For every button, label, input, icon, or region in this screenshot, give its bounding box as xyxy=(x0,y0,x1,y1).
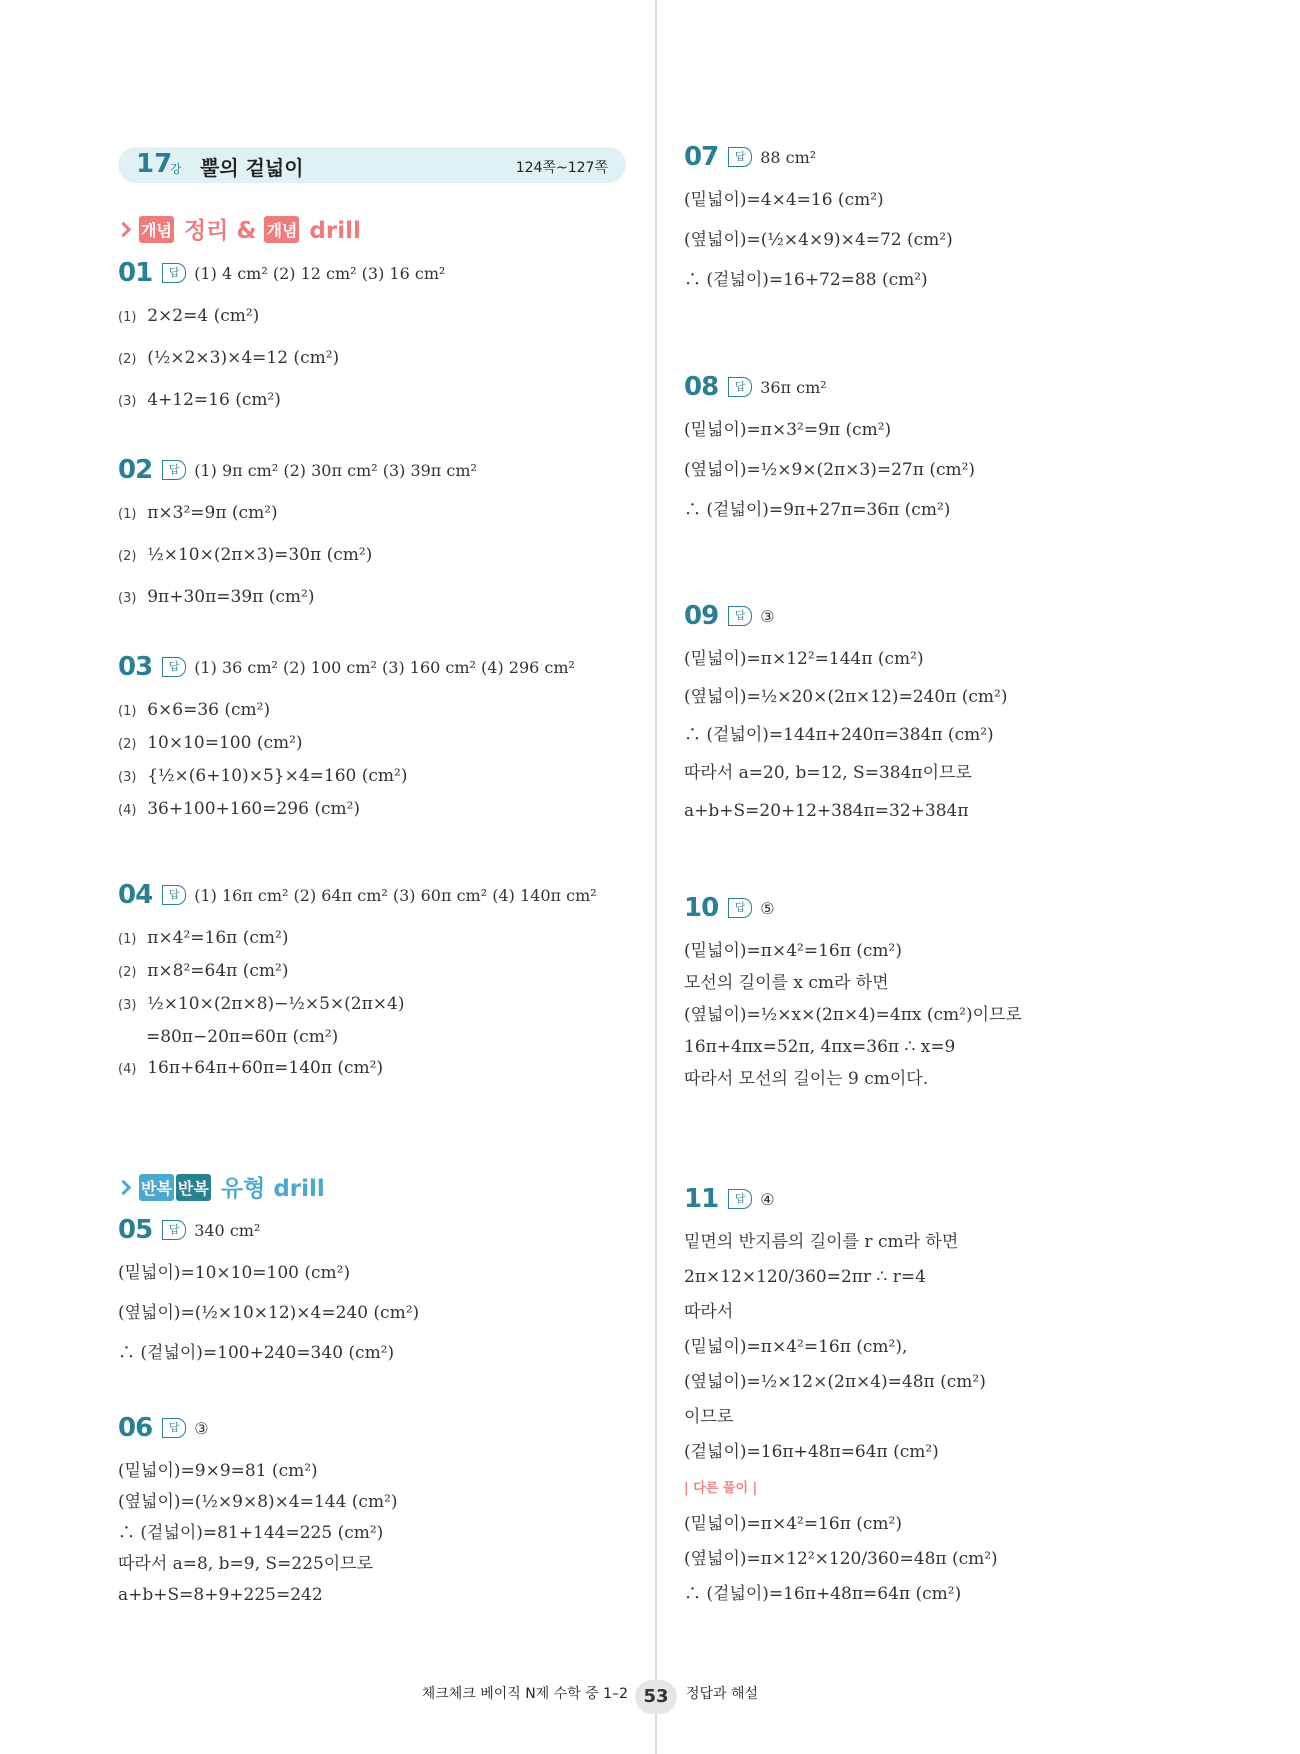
solution-line xyxy=(118,1058,628,1080)
equation-text: 2×2=4 (cm²) xyxy=(147,306,260,326)
problem-number: 02 xyxy=(118,455,153,485)
equation-text: (밑넓이)=π×3²=9π (cm²) xyxy=(684,420,892,440)
solution-line xyxy=(118,1461,628,1481)
answer-text: (1) 9π cm² (2) 30π cm² (3) 39π cm² xyxy=(194,460,477,480)
solution-line xyxy=(118,1343,628,1363)
alternate-solution-label: | 다른 풀이 | xyxy=(684,1481,758,1496)
problem-number: 07 xyxy=(684,142,719,172)
problem-number: 08 xyxy=(684,372,719,402)
repeat-chip: 반복 xyxy=(176,1174,211,1201)
solution-line xyxy=(684,1037,1244,1057)
sub-problem-label: (2) xyxy=(118,965,137,980)
solution-line xyxy=(684,500,1244,520)
solution-line xyxy=(684,1477,1244,1499)
equation-text: ∴ (겉넓이)=16π+48π=64π (cm²) xyxy=(684,1584,962,1604)
equation-text: 모선의 길이를 x cm라 하면 xyxy=(684,973,889,993)
footer-book-title: 체크체크 베이직 N제 수학 중 1–2 xyxy=(421,1686,628,1702)
solution-line xyxy=(684,420,1244,440)
problem-number: 09 xyxy=(684,601,719,631)
solution-line xyxy=(684,1232,1244,1252)
solution-line xyxy=(118,733,628,755)
solution-line xyxy=(684,1337,1244,1357)
answer-text: 340 cm² xyxy=(194,1220,261,1240)
answer-text: 88 cm² xyxy=(760,147,817,167)
sub-problem-label: (3) xyxy=(118,591,137,606)
solution-line xyxy=(684,1514,1244,1534)
sub-problem-label: (2) xyxy=(118,549,137,564)
equation-text: (옆넓이)=(½×10×12)×4=240 (cm²) xyxy=(118,1303,420,1323)
chevron-right-icon xyxy=(116,222,132,238)
chapter-header xyxy=(118,147,626,183)
solution-line xyxy=(118,390,628,412)
equation-text: 이므로 xyxy=(684,1407,734,1427)
solution-line xyxy=(118,348,628,370)
sub-problem-label: (3) xyxy=(118,770,137,785)
answer-badge: 답 xyxy=(728,1189,752,1209)
answer-badge: 답 xyxy=(162,263,186,283)
solution-line xyxy=(684,1442,1244,1462)
solution-line xyxy=(118,306,628,328)
equation-text: ∴ (겉넓이)=144π+240π=384π (cm²) xyxy=(684,725,994,745)
sub-problem-label: (4) xyxy=(118,1062,137,1077)
section-text: drill xyxy=(273,1176,325,1202)
solution-line xyxy=(684,763,1244,783)
solution-line xyxy=(118,587,628,609)
equation-text: (밑넓이)=4×4=16 (cm²) xyxy=(684,190,884,210)
solution-line xyxy=(684,973,1244,993)
solution-line xyxy=(684,801,1244,821)
chapter-title: 뿔의 겉넓이 xyxy=(200,156,304,180)
problem-header xyxy=(118,455,628,487)
solution-line xyxy=(118,503,628,525)
equation-text: 따라서 모선의 길이는 9 cm이다. xyxy=(684,1069,929,1089)
equation-text: (옆넓이)=½×12×(2π×4)=48π (cm²) xyxy=(684,1372,986,1392)
answer-badge: 답 xyxy=(162,1418,186,1438)
problem-number: 10 xyxy=(684,893,719,923)
solution-line xyxy=(684,460,1244,480)
answer-badge: 답 xyxy=(728,147,752,167)
solution-line xyxy=(684,190,1244,210)
solution-line xyxy=(118,961,628,983)
equation-text: π×3²=9π (cm²) xyxy=(147,503,278,523)
column-divider xyxy=(655,0,657,1754)
section-title-repeat xyxy=(118,1170,325,1200)
equation-text: a+b+S=8+9+225=242 xyxy=(118,1585,323,1605)
equation-text: =80π−20π=60π (cm²) xyxy=(146,1027,339,1047)
sub-problem-label: (1) xyxy=(118,704,137,719)
sub-problem-label: (3) xyxy=(118,394,137,409)
problem-header xyxy=(118,880,628,912)
equation-text: 36+100+160=296 (cm²) xyxy=(147,799,361,819)
answer-badge: 답 xyxy=(162,885,186,905)
chapter-pages: 124쪽~127쪽 xyxy=(515,160,608,176)
equation-text: a+b+S=20+12+384π=32+384π xyxy=(684,801,969,821)
equation-text: ½×10×(2π×3)=30π (cm²) xyxy=(147,545,373,565)
solution-line xyxy=(118,1523,628,1543)
solution-line xyxy=(118,766,628,788)
equation-text: (밑넓이)=π×12²=144π (cm²) xyxy=(684,649,924,669)
equation-text: (옆넓이)=(½×4×9)×4=72 (cm²) xyxy=(684,230,953,250)
equation-text: ∴ (겉넓이)=9π+27π=36π (cm²) xyxy=(684,500,951,520)
solution-line xyxy=(684,941,1244,961)
solution-line xyxy=(684,1407,1244,1427)
answer-badge: 답 xyxy=(162,460,186,480)
solution-line xyxy=(684,270,1244,290)
chevron-right-icon xyxy=(116,1180,132,1196)
answer-text: (1) 36 cm² (2) 100 cm² (3) 160 cm² (4) 296 cm² xyxy=(194,657,575,677)
answer-text: ⑤ xyxy=(760,898,775,918)
solution-line xyxy=(118,1585,628,1605)
solution-line xyxy=(684,1069,1244,1089)
repeat-chip: 반복 xyxy=(139,1174,174,1201)
concept-chip: 개념 xyxy=(139,216,174,243)
equation-text: 16π+4πx=52π, 4πx=36π ∴ x=9 xyxy=(684,1037,956,1057)
equation-text: 6×6=36 (cm²) xyxy=(147,700,271,720)
equation-text: π×8²=64π (cm²) xyxy=(147,961,289,981)
solution-line xyxy=(118,1263,628,1283)
equation-text: (밑넓이)=π×4²=16π (cm²), xyxy=(684,1337,908,1357)
equation-text: 10×10=100 (cm²) xyxy=(147,733,303,753)
equation-text: ∴ (겉넓이)=16+72=88 (cm²) xyxy=(684,270,928,290)
solution-line xyxy=(118,1554,628,1574)
chapter-number: 17 xyxy=(136,149,173,179)
solution-line xyxy=(684,1584,1244,1604)
problem-header xyxy=(118,1413,628,1445)
answer-badge: 답 xyxy=(162,657,186,677)
page-number: 53 xyxy=(635,1680,677,1714)
equation-text: ½×10×(2π×8)−½×5×(2π×4) xyxy=(147,994,405,1014)
problem-header xyxy=(684,893,1244,925)
sub-problem-label: (2) xyxy=(118,352,137,367)
problem-header xyxy=(118,1215,628,1247)
equation-text: 4+12=16 (cm²) xyxy=(147,390,281,410)
solution-line xyxy=(118,1492,628,1512)
problem-number: 03 xyxy=(118,652,153,682)
sub-problem-label: (1) xyxy=(118,932,137,947)
equation-text: (겉넓이)=16π+48π=64π (cm²) xyxy=(684,1442,939,1462)
solution-line xyxy=(684,1005,1244,1025)
equation-text: (옆넓이)=½×x×(2π×4)=4πx (cm²)이므로 xyxy=(684,1005,1022,1025)
answer-text: (1) 16π cm² (2) 64π cm² (3) 60π cm² (4) 140π cm² xyxy=(194,885,597,905)
equation-text: (밑넓이)=π×4²=16π (cm²) xyxy=(684,1514,902,1534)
problem-header xyxy=(684,372,1244,404)
solution-line xyxy=(684,230,1244,250)
answer-text: ③ xyxy=(760,606,775,626)
concept-chip: 개념 xyxy=(264,216,299,243)
solution-line xyxy=(118,545,628,567)
equation-text: 16π+64π+60π=140π (cm²) xyxy=(147,1058,384,1078)
equation-text: (옆넓이)=½×9×(2π×3)=27π (cm²) xyxy=(684,460,976,480)
solution-line xyxy=(118,1027,628,1047)
answer-text: ④ xyxy=(760,1189,775,1209)
chapter-unit: 강 xyxy=(170,162,182,176)
equation-text: (옆넓이)=½×20×(2π×12)=240π (cm²) xyxy=(684,687,1008,707)
solution-line xyxy=(118,1303,628,1323)
problem-header xyxy=(118,258,628,290)
solution-line xyxy=(684,1302,1244,1322)
solution-line xyxy=(684,687,1244,707)
section-text: drill xyxy=(309,218,361,244)
equation-text: 밑면의 반지름의 길이를 r cm라 하면 xyxy=(684,1232,959,1252)
answer-badge: 답 xyxy=(728,606,752,626)
sub-problem-label: (2) xyxy=(118,737,137,752)
solution-line xyxy=(684,725,1244,745)
equation-text: 따라서 xyxy=(684,1302,734,1322)
solution-line xyxy=(684,1267,1244,1287)
problem-header xyxy=(684,601,1244,633)
equation-text: 2π×12×120/360=2πr ∴ r=4 xyxy=(684,1267,926,1287)
equation-text: π×4²=16π (cm²) xyxy=(147,928,289,948)
solution-line xyxy=(118,994,628,1016)
problem-number: 06 xyxy=(118,1413,153,1443)
problem-header xyxy=(684,1184,1244,1216)
solution-line xyxy=(118,928,628,950)
problem-number: 05 xyxy=(118,1215,153,1245)
section-title-concept xyxy=(118,212,361,242)
equation-text: 9π+30π=39π (cm²) xyxy=(147,587,315,607)
equation-text: (밑넓이)=π×4²=16π (cm²) xyxy=(684,941,902,961)
answer-badge: 답 xyxy=(728,377,752,397)
sub-problem-label: (3) xyxy=(118,998,137,1013)
section-text: 유형 xyxy=(220,1176,266,1202)
problem-number: 04 xyxy=(118,880,153,910)
sub-problem-label: (1) xyxy=(118,507,137,522)
sub-problem-label: (1) xyxy=(118,310,137,325)
equation-text: ∴ (겉넓이)=100+240=340 (cm²) xyxy=(118,1343,395,1363)
solution-line xyxy=(684,1372,1244,1392)
section-text: 정리 & xyxy=(183,218,257,244)
footer-section: 정답과 해설 xyxy=(686,1686,759,1702)
equation-text: ∴ (겉넓이)=81+144=225 (cm²) xyxy=(118,1523,384,1543)
answer-text: 36π cm² xyxy=(760,377,827,397)
equation-text: (밑넓이)=9×9=81 (cm²) xyxy=(118,1461,318,1481)
equation-text: 따라서 a=20, b=12, S=384π이므로 xyxy=(684,763,972,783)
problem-header xyxy=(684,142,1244,174)
solution-line xyxy=(118,700,628,722)
answer-text: ③ xyxy=(194,1418,209,1438)
equation-text: {½×(6+10)×5}×4=160 (cm²) xyxy=(147,766,408,786)
equation-text: (옆넓이)=π×12²×120/360=48π (cm²) xyxy=(684,1549,998,1569)
answer-text: (1) 4 cm² (2) 12 cm² (3) 16 cm² xyxy=(194,263,446,283)
sub-problem-label: (4) xyxy=(118,803,137,818)
solution-line xyxy=(684,649,1244,669)
problem-header xyxy=(118,652,628,684)
answer-badge: 답 xyxy=(162,1220,186,1240)
answer-badge: 답 xyxy=(728,898,752,918)
solution-line xyxy=(118,799,628,821)
equation-text: (밑넓이)=10×10=100 (cm²) xyxy=(118,1263,351,1283)
equation-text: (옆넓이)=(½×9×8)×4=144 (cm²) xyxy=(118,1492,398,1512)
problem-number: 11 xyxy=(684,1184,719,1214)
solution-line xyxy=(684,1549,1244,1569)
problem-number: 01 xyxy=(118,258,153,288)
equation-text: 따라서 a=8, b=9, S=225이므로 xyxy=(118,1554,374,1574)
equation-text: (½×2×3)×4=12 (cm²) xyxy=(147,348,340,368)
